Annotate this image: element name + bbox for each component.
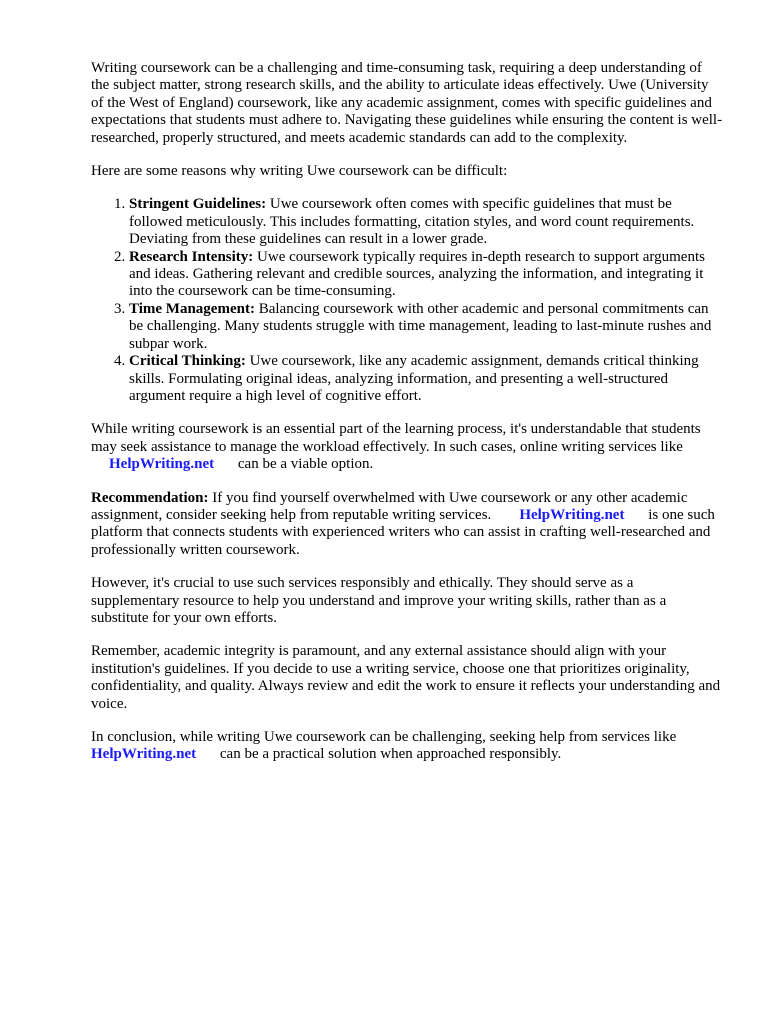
reason-text: Uwe coursework, like any academic assignment, demands critical thinking skills. Formulating original ideas, analyzing information, and presenting a well-structured argument require a high level of cognitive effort. bbox=[129, 353, 699, 404]
list-item bbox=[129, 196, 723, 248]
reason-text: Uwe coursework often comes with specific guidelines that must be followed meticulously. This includes formatting, citation styles, and word count requirements. Deviating from these guidelines can result in a lower grade. bbox=[129, 196, 695, 248]
reason-title: Research Intensity: bbox=[129, 248, 254, 265]
helpwriting-link[interactable]: HelpWriting.net bbox=[519, 506, 625, 523]
recommendation-text: If you find yourself overwhelmed with Uwe coursework or any other academic assignment, consider seeking help from reputable writing services. bbox=[91, 489, 688, 523]
list-item bbox=[129, 249, 723, 301]
reasons-list bbox=[91, 196, 723, 405]
conclusion-text-after: can be a practical solution when approached responsibly. bbox=[219, 746, 562, 763]
intro-paragraph: Writing coursework can be a challenging and time-consuming task, requiring a deep understanding of the subject matter, strong research skills, and the ability to articulate ideas effectively. Uwe (University of the West of England) coursework, like any academic assignment, comes with specific guidelines and expectations that students must adhere to. Navigating these guidelines while ensuring the content is well-researched, properly structured, and meets academic standards can add to the complexity. bbox=[91, 60, 723, 146]
list-item bbox=[129, 353, 723, 405]
assistance-paragraph bbox=[91, 421, 723, 473]
reason-title: Stringent Guidelines: bbox=[129, 196, 267, 213]
recommendation-label: Recommendation: bbox=[91, 489, 209, 506]
assistance-text: While writing coursework is an essential part of the learning process, it's understandable that students may seek assistance to manage the workload effectively. In such cases, online writing services like bbox=[91, 421, 701, 455]
document-page bbox=[91, 60, 723, 780]
list-item bbox=[129, 301, 723, 353]
reason-title: Time Management: bbox=[129, 300, 255, 317]
assistance-text-after: can be a viable option. bbox=[237, 456, 374, 473]
recommendation-text-after: is one such platform that connects students with experienced writers who can assist in crafting well-researched and professionally written coursework. bbox=[91, 506, 715, 558]
reason-text: Uwe coursework typically requires in-depth research to support arguments and ideas. Gathering relevant and credible sources, analyzing the information, and integrating it into the coursework can be time-consuming. bbox=[129, 248, 705, 300]
recommendation-paragraph bbox=[91, 490, 723, 560]
helpwriting-link[interactable]: HelpWriting.net bbox=[91, 746, 197, 763]
reasons-heading: Here are some reasons why writing Uwe coursework can be difficult: bbox=[91, 163, 508, 180]
conclusion-paragraph bbox=[91, 729, 723, 764]
conclusion-text: In conclusion, while writing Uwe coursework can be challenging, seeking help from services like bbox=[91, 729, 677, 745]
responsibility-paragraph: However, it's crucial to use such services responsibly and ethically. They should serve as a supplementary resource to help you understand and improve your writing skills, rather than as a substitute for your own efforts. bbox=[91, 575, 667, 626]
integrity-paragraph: Remember, academic integrity is paramount, and any external assistance should align with your institution's guidelines. If you decide to use a writing service, choose one that prioritizes originality, confidentiality, and quality. Always review and edit the work to ensure it reflects your understanding and voice. bbox=[91, 643, 721, 712]
helpwriting-link[interactable]: HelpWriting.net bbox=[109, 456, 215, 473]
reason-text: Balancing coursework with other academic and personal commitments can be challenging. Many students struggle with time management, leading to last-minute rushes and subpar work. bbox=[129, 300, 712, 352]
reason-title: Critical Thinking: bbox=[129, 353, 246, 370]
